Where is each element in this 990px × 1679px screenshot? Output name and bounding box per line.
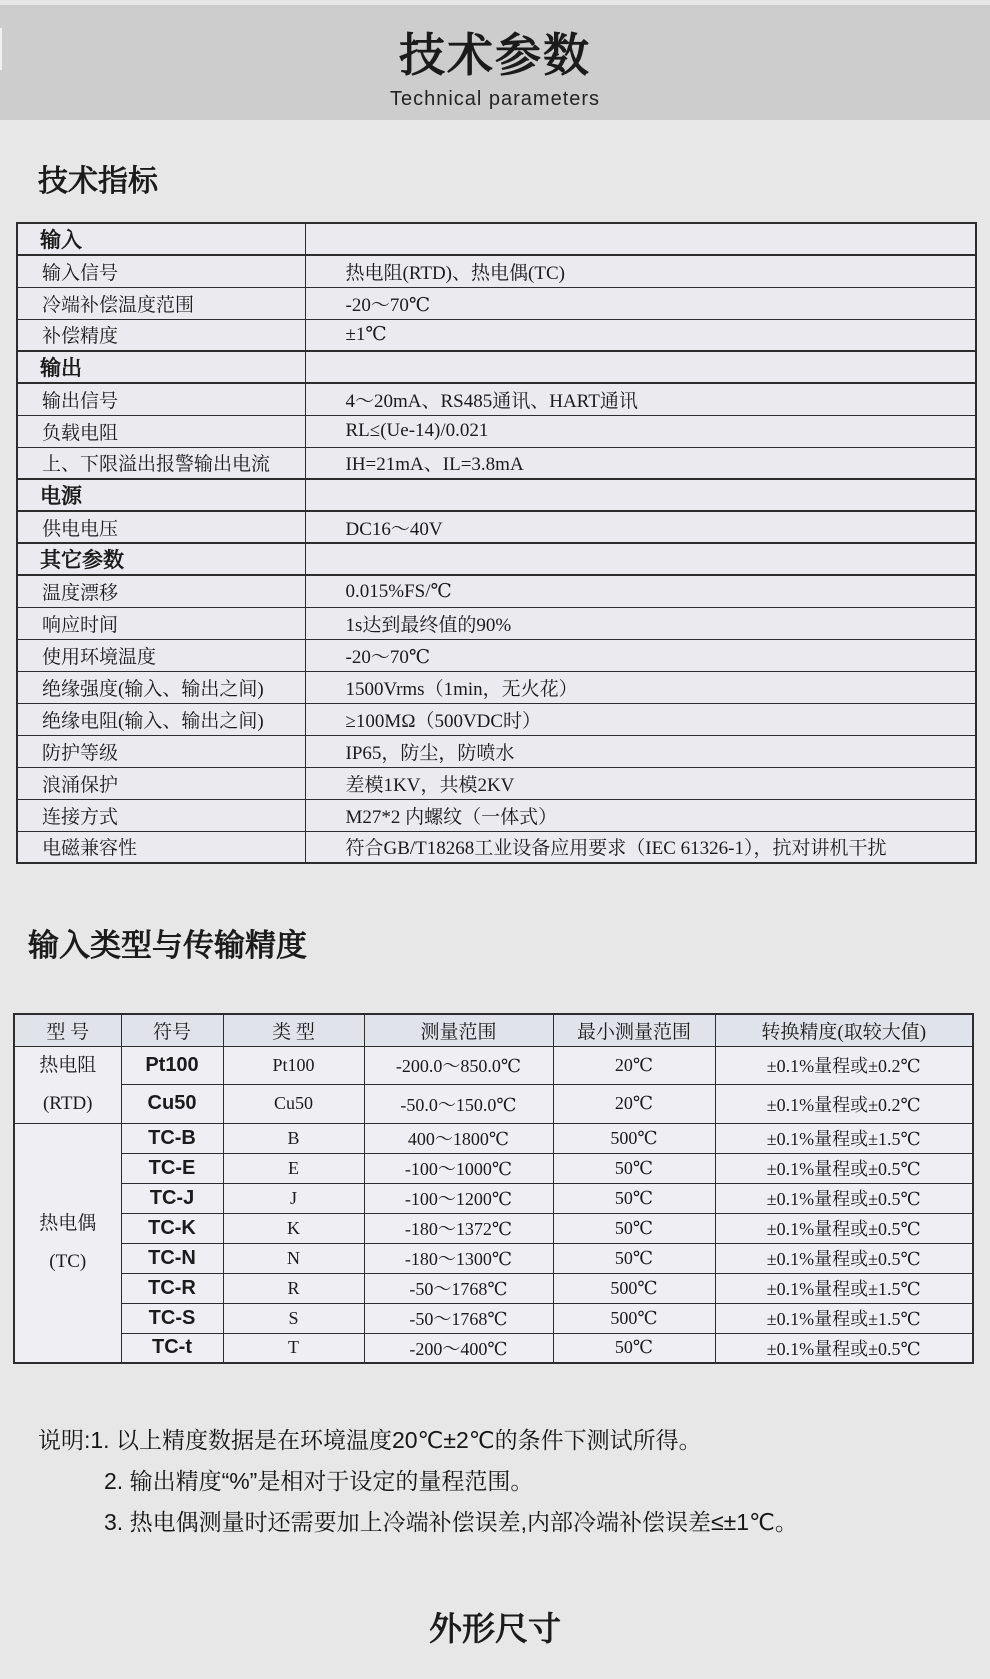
symbol-cell: TC-R xyxy=(121,1273,223,1303)
spec-label: 响应时间 xyxy=(17,607,305,639)
note-line-1 xyxy=(38,1420,798,1461)
spec-value: 1s达到最终值的90% xyxy=(305,607,976,639)
accuracy-cell: T xyxy=(223,1333,364,1363)
title-banner xyxy=(0,5,990,120)
accuracy-cell: 20℃ xyxy=(553,1046,715,1085)
accuracy-group-cell xyxy=(14,1123,121,1363)
spec-label: 输出信号 xyxy=(17,383,305,415)
page-edge-artifact xyxy=(0,28,2,70)
accuracy-cell: E xyxy=(223,1153,364,1183)
note-item: 2. 输出精度“%”是相对于设定的量程范围。 xyxy=(104,1468,534,1494)
spec-label: 冷端补偿温度范围 xyxy=(17,287,305,319)
spec-row xyxy=(17,735,976,767)
spec-value xyxy=(305,223,976,255)
spec-value: ±1℃ xyxy=(305,319,976,351)
symbol-cell: TC-B xyxy=(121,1123,223,1153)
accuracy-table-body xyxy=(14,1046,973,1363)
spec-label: 浪涌保护 xyxy=(17,767,305,799)
accuracy-group-cell xyxy=(14,1046,121,1123)
accuracy-cell: 400～1800℃ xyxy=(364,1123,553,1153)
spec-table-body xyxy=(17,223,976,863)
accuracy-cell: -200～400℃ xyxy=(364,1333,553,1363)
spec-section-row xyxy=(17,223,976,255)
spec-row xyxy=(17,415,976,447)
spec-section-row xyxy=(17,479,976,511)
spec-label: 补偿精度 xyxy=(17,319,305,351)
symbol-cell: TC-S xyxy=(121,1303,223,1333)
accuracy-row xyxy=(14,1183,973,1213)
accuracy-cell: -50～1768℃ xyxy=(364,1303,553,1333)
spec-row xyxy=(17,287,976,319)
accuracy-cell: -200.0～850.0℃ xyxy=(364,1046,553,1085)
spec-value: DC16～40V xyxy=(305,511,976,543)
accuracy-cell: ±0.1%量程或±0.5℃ xyxy=(715,1153,973,1183)
spec-value xyxy=(305,351,976,383)
spec-row xyxy=(17,383,976,415)
spec-row xyxy=(17,767,976,799)
accuracy-cell: 500℃ xyxy=(553,1123,715,1153)
symbol-cell: TC-t xyxy=(121,1333,223,1363)
spec-value: IH=21mA、IL=3.8mA xyxy=(305,447,976,479)
accuracy-row xyxy=(14,1046,973,1085)
spec-row xyxy=(17,639,976,671)
accuracy-row xyxy=(14,1273,973,1303)
spec-row xyxy=(17,319,976,351)
note-line-3 xyxy=(38,1502,798,1543)
accuracy-cell: -180～1300℃ xyxy=(364,1243,553,1273)
accuracy-cell: 50℃ xyxy=(553,1153,715,1183)
accuracy-cell: 50℃ xyxy=(553,1243,715,1273)
spec-value: M27*2 内螺纹（一体式） xyxy=(305,799,976,831)
accuracy-cell: J xyxy=(223,1183,364,1213)
accuracy-cell: 500℃ xyxy=(553,1303,715,1333)
accuracy-row xyxy=(14,1333,973,1363)
group-name: 热电阻 xyxy=(39,1054,97,1076)
spec-row xyxy=(17,607,976,639)
symbol-cell: Cu50 xyxy=(121,1085,223,1124)
accuracy-cell: ±0.1%量程或±0.5℃ xyxy=(715,1183,973,1213)
spec-row xyxy=(17,255,976,287)
note-line-2 xyxy=(38,1461,798,1502)
spec-value xyxy=(305,479,976,511)
spec-label: 上、下限溢出报警输出电流 xyxy=(17,447,305,479)
spec-value: 4～20mA、RS485通讯、HART通讯 xyxy=(305,383,976,415)
spec-label: 连接方式 xyxy=(17,799,305,831)
spec-section-row xyxy=(17,351,976,383)
accuracy-cell: Cu50 xyxy=(223,1085,364,1124)
spec-value: -20～70℃ xyxy=(305,287,976,319)
spec-row xyxy=(17,671,976,703)
note-item: 3. 热电偶测量时还需要加上冷端补偿误差,内部冷端补偿误差≤±1℃。 xyxy=(104,1509,798,1535)
spec-label: 防护等级 xyxy=(17,735,305,767)
page-title: 技术参数 xyxy=(399,29,591,81)
spec-label: 电磁兼容性 xyxy=(17,831,305,863)
spec-label: 输出 xyxy=(17,351,305,383)
spec-section-row xyxy=(17,543,976,575)
spec-label: 负载电阻 xyxy=(17,415,305,447)
accuracy-cell: R xyxy=(223,1273,364,1303)
spec-label: 供电电压 xyxy=(17,511,305,543)
spec-label: 绝缘电阻(输入、输出之间) xyxy=(17,703,305,735)
page-subtitle: Technical parameters xyxy=(389,88,601,110)
accuracy-row xyxy=(14,1243,973,1273)
spec-row xyxy=(17,447,976,479)
spec-row xyxy=(17,831,976,863)
spec-table xyxy=(16,222,977,864)
accuracy-cell: Pt100 xyxy=(223,1046,364,1085)
accuracy-row xyxy=(14,1303,973,1333)
notes-prefix: 说明: xyxy=(38,1427,91,1453)
section-title-spec: 技术指标 xyxy=(38,165,158,198)
spec-value: -20～70℃ xyxy=(305,639,976,671)
accuracy-header-cell: 类 型 xyxy=(223,1014,364,1046)
spec-value: 差模1KV，共模2KV xyxy=(305,767,976,799)
accuracy-cell: 500℃ xyxy=(553,1273,715,1303)
accuracy-cell: ±0.1%量程或±0.5℃ xyxy=(715,1243,973,1273)
spec-value: IP65，防尘，防喷水 xyxy=(305,735,976,767)
accuracy-table-head-row xyxy=(14,1014,973,1046)
accuracy-cell: -100～1200℃ xyxy=(364,1183,553,1213)
spec-value: 热电阻(RTD)、热电偶(TC) xyxy=(305,255,976,287)
accuracy-row xyxy=(14,1153,973,1183)
accuracy-cell: 50℃ xyxy=(553,1183,715,1213)
spec-row xyxy=(17,575,976,607)
spec-row xyxy=(17,511,976,543)
spec-label: 绝缘强度(输入、输出之间) xyxy=(17,671,305,703)
accuracy-header-cell: 最小测量范围 xyxy=(553,1014,715,1046)
spec-value: 0.015%FS/℃ xyxy=(305,575,976,607)
spec-label: 使用环境温度 xyxy=(17,639,305,671)
spec-label: 温度漂移 xyxy=(17,575,305,607)
symbol-cell: TC-J xyxy=(121,1183,223,1213)
spec-label: 输入 xyxy=(17,223,305,255)
accuracy-header-cell: 型 号 xyxy=(14,1014,121,1046)
spec-value: ≥100MΩ（500VDC时） xyxy=(305,703,976,735)
accuracy-cell: ±0.1%量程或±0.5℃ xyxy=(715,1213,973,1243)
accuracy-row xyxy=(14,1085,973,1124)
accuracy-cell: -50～1768℃ xyxy=(364,1273,553,1303)
accuracy-cell: 20℃ xyxy=(553,1085,715,1124)
spec-value: RL≤(Ue-14)/0.021 xyxy=(305,415,976,447)
accuracy-row xyxy=(14,1123,973,1153)
symbol-cell: TC-E xyxy=(121,1153,223,1183)
accuracy-cell: ±0.1%量程或±0.5℃ xyxy=(715,1333,973,1363)
spec-row xyxy=(17,799,976,831)
accuracy-cell: S xyxy=(223,1303,364,1333)
accuracy-cell: -180～1372℃ xyxy=(364,1213,553,1243)
spec-value xyxy=(305,543,976,575)
accuracy-cell: -100～1000℃ xyxy=(364,1153,553,1183)
accuracy-row xyxy=(14,1213,973,1243)
spec-value: 1500Vrms（1min，无火花） xyxy=(305,671,976,703)
symbol-cell: TC-K xyxy=(121,1213,223,1243)
spec-label: 输入信号 xyxy=(17,255,305,287)
accuracy-header-cell: 符号 xyxy=(121,1014,223,1046)
accuracy-cell: ±0.1%量程或±1.5℃ xyxy=(715,1273,973,1303)
symbol-cell: Pt100 xyxy=(121,1046,223,1085)
group-name: 热电偶 xyxy=(39,1212,97,1234)
spec-label: 其它参数 xyxy=(17,543,305,575)
accuracy-table xyxy=(13,1013,974,1364)
accuracy-cell: ±0.1%量程或±0.2℃ xyxy=(715,1046,973,1085)
accuracy-cell: ±0.1%量程或±0.2℃ xyxy=(715,1085,973,1124)
accuracy-header-cell: 测量范围 xyxy=(364,1014,553,1046)
accuracy-cell: N xyxy=(223,1243,364,1273)
accuracy-cell: K xyxy=(223,1213,364,1243)
section-title-dimensions: 外形尺寸 xyxy=(429,1610,561,1647)
accuracy-cell: -50.0～150.0℃ xyxy=(364,1085,553,1124)
spec-label: 电源 xyxy=(17,479,305,511)
note-item: 1. 以上精度数据是在环境温度20℃±2℃的条件下测试所得。 xyxy=(90,1427,702,1453)
notes-block xyxy=(38,1420,798,1543)
group-sub: (TC) xyxy=(49,1250,87,1272)
section-title-accuracy: 输入类型与传输精度 xyxy=(28,928,307,963)
spec-value: 符合GB/T18268工业设备应用要求（IEC 61326-1），抗对讲机干扰 xyxy=(305,831,976,863)
symbol-cell: TC-N xyxy=(121,1243,223,1273)
accuracy-cell: ±0.1%量程或±1.5℃ xyxy=(715,1123,973,1153)
accuracy-header-cell: 转换精度(取较大值) xyxy=(715,1014,973,1046)
accuracy-cell: 50℃ xyxy=(553,1333,715,1363)
accuracy-cell: ±0.1%量程或±1.5℃ xyxy=(715,1303,973,1333)
accuracy-cell: B xyxy=(223,1123,364,1153)
spec-row xyxy=(17,703,976,735)
group-sub: (RTD) xyxy=(42,1092,93,1114)
accuracy-cell: 50℃ xyxy=(553,1213,715,1243)
